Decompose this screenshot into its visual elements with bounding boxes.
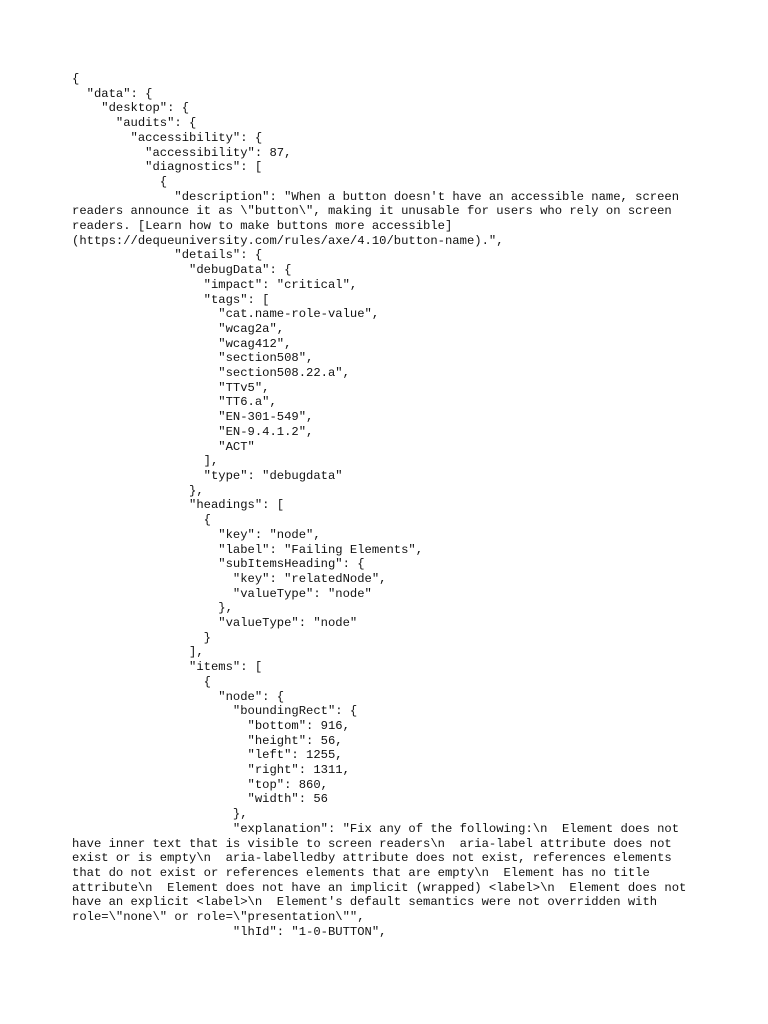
code-line: "key": "relatedNode", xyxy=(72,571,387,586)
code-line: "node": { xyxy=(72,689,285,704)
code-line: "description": "When a button doesn't have an accessible name, screen readers announce it as \"button\", making it unusable for users who rely on screen readers. [Learn how to make buttons more accessible](https://dequeuniversity.com/rules/axe/4.10/button-name).", xyxy=(72,189,687,248)
code-line: "subItemsHeading": { xyxy=(72,557,365,572)
code-line: "ACT" xyxy=(72,439,255,454)
code-line: "top": 860, xyxy=(72,777,328,792)
code-line: "TT6.a", xyxy=(72,395,277,410)
code-line: "section508", xyxy=(72,351,314,366)
code-line: "data": { xyxy=(72,86,153,101)
code-line: }, xyxy=(72,483,204,498)
code-line: "impact": "critical", xyxy=(72,277,358,292)
code-line: "lhId": "1-0-BUTTON", xyxy=(72,924,387,939)
code-line: { xyxy=(72,513,211,528)
code-line: "headings": [ xyxy=(72,498,285,513)
code-line: "type": "debugdata" xyxy=(72,468,343,483)
code-line: }, xyxy=(72,601,233,616)
code-line: "EN-301-549", xyxy=(72,410,314,425)
code-line: "accessibility": 87, xyxy=(72,145,292,160)
code-line: }, xyxy=(72,807,248,822)
code-line: "bottom": 916, xyxy=(72,718,350,733)
code-line: "audits": { xyxy=(72,116,197,131)
code-line: "EN-9.4.1.2", xyxy=(72,424,314,439)
code-line: "items": [ xyxy=(72,660,263,675)
code-line: { xyxy=(72,72,80,86)
code-line: "width": 56 xyxy=(72,792,328,807)
code-line: } xyxy=(72,630,211,645)
code-line: "explanation": "Fix any of the following:\n Element does not have inner text that is visible to screen readers\n aria-label attribute does not exist or is empty\n aria-labelledby attribute does not exist, references elements that do not exist or references elements that are empty\n Element has no title attribute\n Element does not have an implicit (wrapped) <label>\n Element does not have an explicit <label>\n Element's default semantics were not overridden with role=\"none\" or role=\"presentation\"", xyxy=(72,821,694,925)
code-line: "wcag412", xyxy=(72,336,292,351)
code-line: "desktop": { xyxy=(72,101,190,116)
code-line: "left": 1255, xyxy=(72,748,343,763)
json-code-block xyxy=(72,72,700,939)
code-line: "cat.name-role-value", xyxy=(72,307,380,322)
code-line: "TTv5", xyxy=(72,380,270,395)
code-line: "right": 1311, xyxy=(72,763,350,778)
code-line: "section508.22.a", xyxy=(72,366,350,381)
code-line: "valueType": "node" xyxy=(72,586,372,601)
code-line: "tags": [ xyxy=(72,292,270,307)
code-line: { xyxy=(72,174,168,189)
code-line: ], xyxy=(72,645,204,660)
code-line: "details": { xyxy=(72,248,263,263)
code-line: "key": "node", xyxy=(72,527,321,542)
code-line: "wcag2a", xyxy=(72,321,285,336)
code-line: "debugData": { xyxy=(72,263,292,278)
document-page xyxy=(72,72,700,939)
code-line: "diagnostics": [ xyxy=(72,160,263,175)
code-line: "boundingRect": { xyxy=(72,704,358,719)
code-line: "height": 56, xyxy=(72,733,343,748)
code-line: "valueType": "node" xyxy=(72,616,358,631)
code-line: "accessibility": { xyxy=(72,130,263,145)
code-line: ], xyxy=(72,454,219,469)
code-line: "label": "Failing Elements", xyxy=(72,542,424,557)
code-line: { xyxy=(72,674,211,689)
